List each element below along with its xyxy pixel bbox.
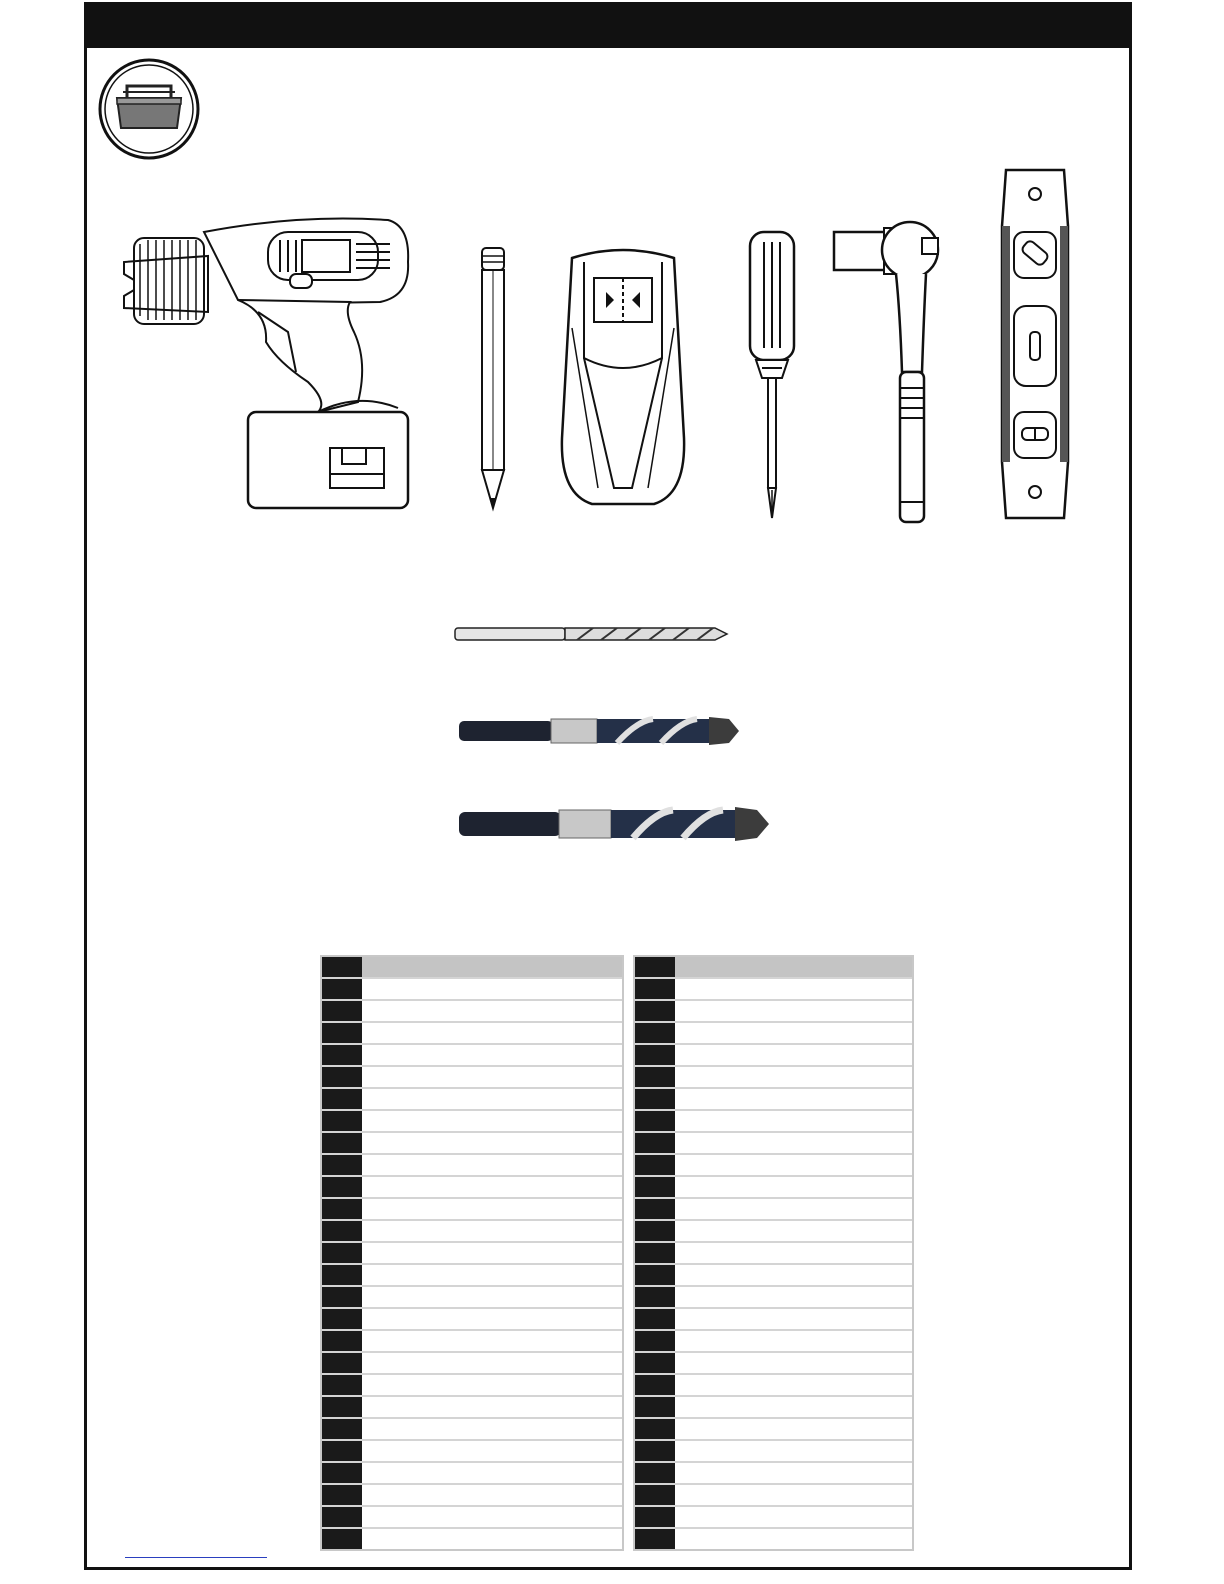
row-desc-cell	[675, 1441, 912, 1461]
row-desc-cell	[675, 1463, 912, 1483]
masonry-drill-bit-large-icon	[457, 804, 771, 844]
table-row	[322, 1155, 622, 1177]
table-row	[322, 1353, 622, 1375]
table-row	[635, 1089, 912, 1111]
row-num-cell	[322, 1045, 362, 1065]
row-desc-cell	[362, 1221, 622, 1241]
table-row	[635, 1067, 912, 1089]
row-num-cell	[322, 1001, 362, 1021]
row-desc-cell	[675, 1375, 912, 1395]
row-desc-cell	[362, 1199, 622, 1219]
row-desc-cell	[675, 1221, 912, 1241]
table-row	[322, 1419, 622, 1441]
row-desc-cell	[675, 1507, 912, 1527]
row-num-cell	[635, 1309, 675, 1329]
row-num-cell	[635, 1463, 675, 1483]
row-desc-cell	[362, 1133, 622, 1153]
row-num-cell	[322, 1111, 362, 1131]
table-row	[635, 1243, 912, 1265]
row-num-cell	[635, 1331, 675, 1351]
row-num-cell	[322, 979, 362, 999]
row-num-cell	[635, 1089, 675, 1109]
row-num-cell	[322, 1265, 362, 1285]
row-desc-cell	[675, 1397, 912, 1417]
phillips-screwdriver-icon	[746, 228, 798, 522]
table-row	[322, 1089, 622, 1111]
row-num-cell	[322, 1375, 362, 1395]
row-num-cell	[635, 1441, 675, 1461]
row-desc-cell	[362, 1397, 622, 1417]
torpedo-level-icon	[1000, 166, 1070, 522]
row-num-cell	[635, 1067, 675, 1087]
row-desc-cell	[675, 1199, 912, 1219]
row-desc-cell	[362, 1529, 622, 1549]
row-desc-cell	[675, 1089, 912, 1109]
table-row	[635, 1287, 912, 1309]
row-desc-cell	[362, 1441, 622, 1461]
table-row	[635, 1023, 912, 1045]
row-num-cell	[635, 1375, 675, 1395]
table-row	[322, 1485, 622, 1507]
row-desc-cell	[362, 1331, 622, 1351]
table-row	[322, 1331, 622, 1353]
row-desc-cell	[362, 979, 622, 999]
table-row	[322, 1177, 622, 1199]
table-row	[635, 979, 912, 1001]
table-header-row	[322, 957, 622, 979]
table-header-num	[322, 957, 362, 977]
row-num-cell	[635, 1507, 675, 1527]
table-row	[322, 1111, 622, 1133]
row-desc-cell	[362, 1155, 622, 1175]
row-desc-cell	[675, 1265, 912, 1285]
row-desc-cell	[675, 1001, 912, 1021]
table-row	[322, 1221, 622, 1243]
row-desc-cell	[362, 1089, 622, 1109]
table-row	[322, 1309, 622, 1331]
row-desc-cell	[362, 1265, 622, 1285]
table-header-num	[635, 957, 675, 977]
table-row	[635, 1485, 912, 1507]
row-num-cell	[635, 1001, 675, 1021]
table-row	[322, 979, 622, 1001]
row-num-cell	[322, 1309, 362, 1329]
table-row	[635, 1221, 912, 1243]
table-header-desc	[675, 957, 912, 977]
row-desc-cell	[362, 1287, 622, 1307]
table-row	[322, 1287, 622, 1309]
row-num-cell	[322, 1089, 362, 1109]
row-num-cell	[322, 1023, 362, 1043]
table-row	[635, 1507, 912, 1529]
table-row	[635, 1375, 912, 1397]
table-row	[635, 1397, 912, 1419]
row-desc-cell	[675, 1067, 912, 1087]
row-desc-cell	[675, 1309, 912, 1329]
table-row	[635, 1331, 912, 1353]
row-num-cell	[635, 1419, 675, 1439]
row-num-cell	[322, 1155, 362, 1175]
row-desc-cell	[362, 1001, 622, 1021]
row-desc-cell	[362, 1485, 622, 1505]
table-row	[322, 1507, 622, 1529]
row-desc-cell	[362, 1067, 622, 1087]
table-row	[635, 1353, 912, 1375]
row-desc-cell	[362, 1463, 622, 1483]
row-num-cell	[322, 1287, 362, 1307]
row-desc-cell	[362, 1177, 622, 1197]
row-num-cell	[635, 1353, 675, 1373]
row-num-cell	[635, 1177, 675, 1197]
stud-finder-icon	[558, 248, 688, 510]
masonry-drill-bit-small-icon	[457, 713, 741, 749]
table-row	[635, 1155, 912, 1177]
row-num-cell	[322, 1199, 362, 1219]
table-row	[322, 1023, 622, 1045]
row-desc-cell	[675, 1419, 912, 1439]
row-num-cell	[322, 1441, 362, 1461]
row-desc-cell	[362, 1023, 622, 1043]
row-num-cell	[322, 1397, 362, 1417]
row-num-cell	[635, 1111, 675, 1131]
row-num-cell	[322, 1133, 362, 1153]
row-num-cell	[635, 979, 675, 999]
table-row	[635, 1111, 912, 1133]
row-num-cell	[635, 1023, 675, 1043]
row-desc-cell	[675, 1023, 912, 1043]
row-desc-cell	[675, 1485, 912, 1505]
row-desc-cell	[362, 1045, 622, 1065]
table-row	[322, 1243, 622, 1265]
row-num-cell	[322, 1067, 362, 1087]
row-desc-cell	[675, 1111, 912, 1131]
table-row	[322, 1441, 622, 1463]
row-desc-cell	[362, 1419, 622, 1439]
row-num-cell	[635, 1485, 675, 1505]
row-num-cell	[635, 1243, 675, 1263]
row-desc-cell	[675, 1287, 912, 1307]
table-row	[635, 1419, 912, 1441]
table-row	[635, 1463, 912, 1485]
row-desc-cell	[362, 1111, 622, 1131]
table-row	[635, 1309, 912, 1331]
row-num-cell	[635, 1397, 675, 1417]
table-row	[322, 1375, 622, 1397]
table-row	[322, 1265, 622, 1287]
table-row	[635, 1441, 912, 1463]
row-num-cell	[322, 1463, 362, 1483]
parts-table-right	[633, 955, 914, 1551]
row-num-cell	[322, 1529, 362, 1549]
table-row	[322, 1001, 622, 1023]
row-num-cell	[322, 1507, 362, 1527]
table-row	[322, 1045, 622, 1067]
row-num-cell	[322, 1419, 362, 1439]
table-row	[322, 1067, 622, 1089]
table-row	[635, 1045, 912, 1067]
row-num-cell	[635, 1265, 675, 1285]
pencil-icon	[478, 244, 508, 512]
row-num-cell	[635, 1287, 675, 1307]
table-row	[635, 1001, 912, 1023]
table-row	[635, 1529, 912, 1549]
row-num-cell	[322, 1485, 362, 1505]
row-num-cell	[635, 1529, 675, 1549]
row-num-cell	[635, 1155, 675, 1175]
table-row	[322, 1397, 622, 1419]
row-desc-cell	[362, 1243, 622, 1263]
row-desc-cell	[675, 1045, 912, 1065]
socket-ratchet-icon	[830, 212, 946, 528]
row-desc-cell	[362, 1507, 622, 1527]
row-desc-cell	[675, 1529, 912, 1549]
row-desc-cell	[362, 1309, 622, 1329]
table-row	[635, 1133, 912, 1155]
table-row	[322, 1529, 622, 1549]
row-num-cell	[322, 1353, 362, 1373]
row-desc-cell	[675, 1177, 912, 1197]
row-num-cell	[322, 1221, 362, 1241]
row-num-cell	[322, 1331, 362, 1351]
twist-drill-bit-icon	[453, 623, 731, 645]
row-desc-cell	[675, 1331, 912, 1351]
page-header-bar	[84, 2, 1132, 48]
row-desc-cell	[675, 1133, 912, 1153]
cordless-drill-icon	[118, 212, 416, 512]
row-desc-cell	[362, 1375, 622, 1395]
table-row	[322, 1133, 622, 1155]
table-row	[635, 1177, 912, 1199]
table-row	[322, 1199, 622, 1221]
table-row	[635, 1265, 912, 1287]
table-row	[635, 1199, 912, 1221]
table-row	[322, 1463, 622, 1485]
row-num-cell	[635, 1045, 675, 1065]
row-num-cell	[322, 1177, 362, 1197]
footer-link[interactable]	[125, 1557, 267, 1558]
row-desc-cell	[675, 979, 912, 999]
row-desc-cell	[675, 1353, 912, 1373]
table-header-row	[635, 957, 912, 979]
row-num-cell	[322, 1243, 362, 1263]
table-header-desc	[362, 957, 622, 977]
row-num-cell	[635, 1221, 675, 1241]
row-num-cell	[635, 1133, 675, 1153]
row-desc-cell	[675, 1155, 912, 1175]
row-num-cell	[635, 1199, 675, 1219]
toolbox-icon	[97, 58, 201, 160]
parts-table-left	[320, 955, 624, 1551]
row-desc-cell	[362, 1353, 622, 1373]
row-desc-cell	[675, 1243, 912, 1263]
